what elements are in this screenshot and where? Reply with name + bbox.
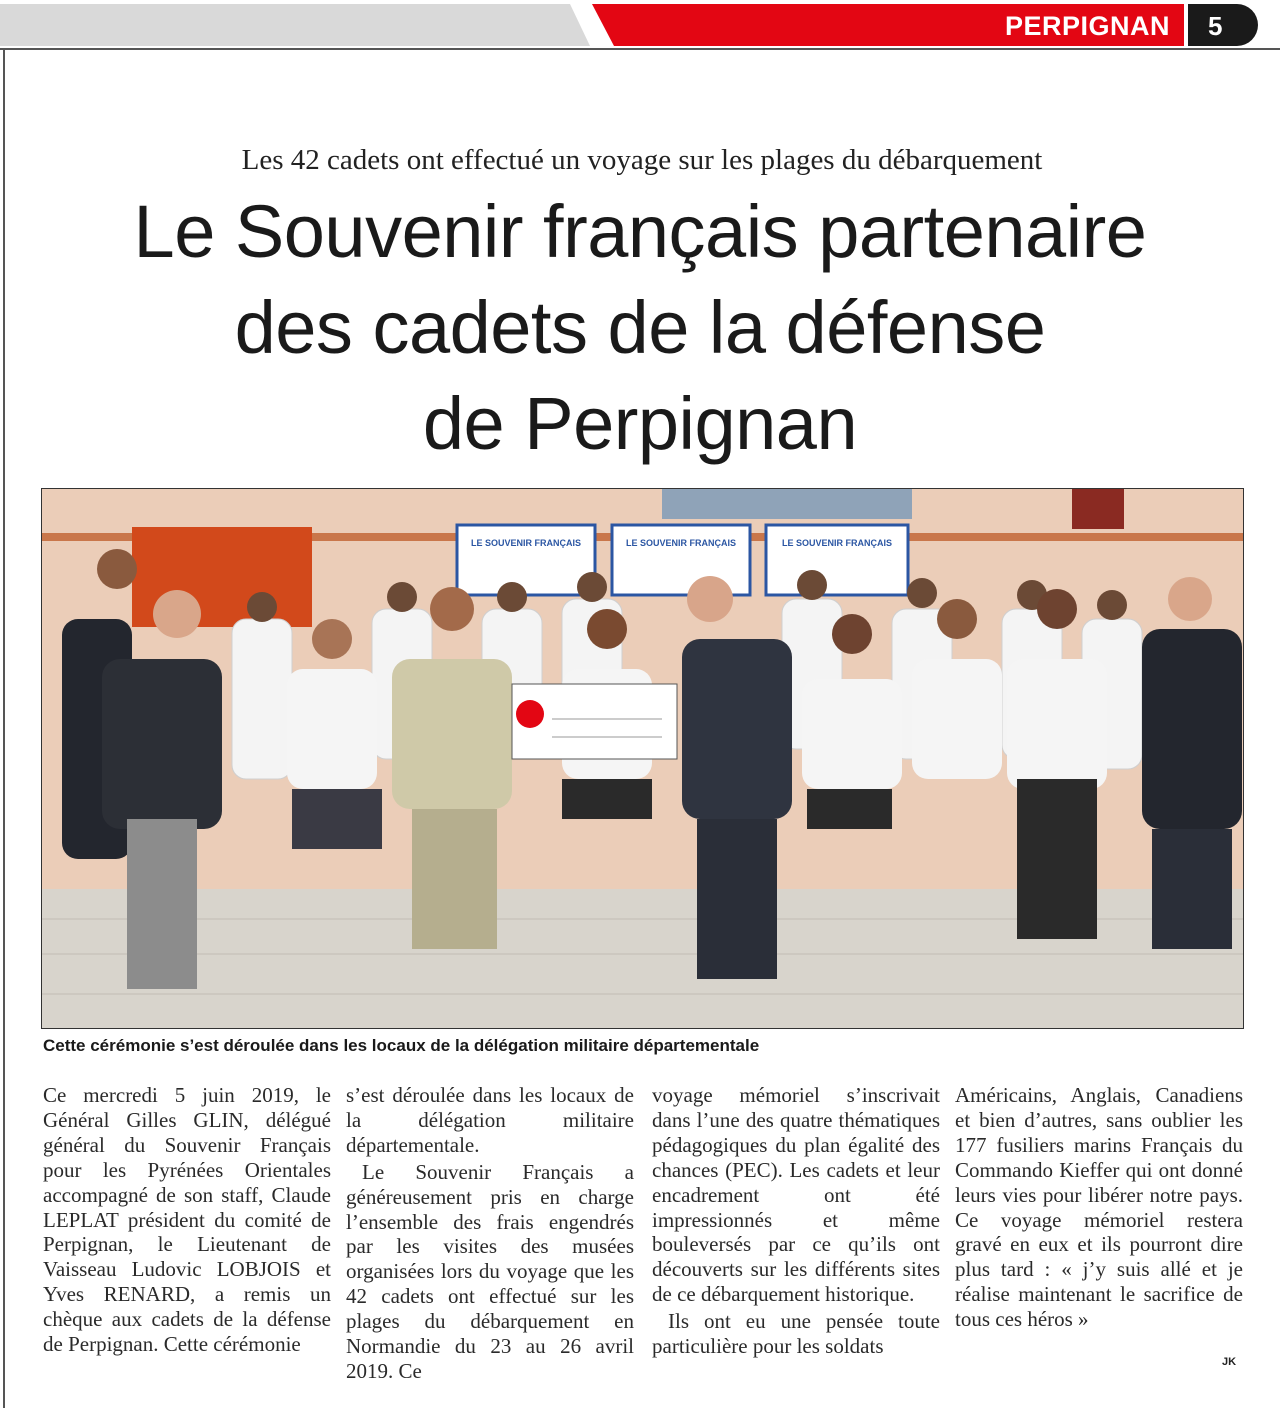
banner-1-title: LE SOUVENIR FRANÇAIS	[470, 538, 582, 548]
headline-line-1: Le Souvenir français partenaire	[133, 190, 1147, 273]
header-gray-band	[0, 4, 590, 46]
author-signature: JK	[1222, 1356, 1237, 1368]
article-kicker: Les 42 cadets ont effectué un voyage sur les plages du débarquement	[241, 144, 1043, 176]
column-4-paragraph-1: Américains, Anglais, Canadiens et bien d’autres, sans oublier les 177 fusiliers marins Français du Commando Kieffer qui ont donné leurs vies pour libérer notre pays. Ce voyage mémoriel restera gravé en eux et ils pourront dire plus tard : « j’y suis allé et je réalise maintenant le sacrifice de tous ces héros »	[955, 1083, 1243, 1332]
section-name: PERPIGNAN	[1004, 11, 1170, 41]
headline-line-3: de Perpignan	[422, 382, 858, 465]
column-1-paragraph-1: Ce mercredi 5 juin 2019, le Général Gilles GLIN, délégué général du Souvenir Français pour les Pyrénées Orientales accompagné de son staff, Claude LEPLAT président du comité de Perpignan, le Lieutenant de Vaisseau Ludovic LOBJOIS et Yves RENARD, a remis un chèque aux cadets de la défense de Perpignan. Cette cérémonie	[43, 1083, 331, 1357]
column-3-paragraph-1: voyage mémoriel s’inscrivait dans l’une des quatre thématiques pédagogiques du plan égalité des chances (PEC). Les cadets et leur encadrement ont été impressionnés et même bouleversés par ce qu’ils ont découverts sur les différents sites de ce débarquement historique.	[652, 1083, 940, 1307]
body-column-3	[652, 1083, 940, 1359]
column-2-paragraph-1: s’est déroulée dans les locaux de la délégation militaire départementale.	[346, 1083, 634, 1157]
cheque	[512, 684, 677, 759]
photo-caption: Cette cérémonie s’est déroulée dans les locaux de la délégation militaire départementale	[43, 1036, 760, 1055]
article-photo	[41, 488, 1244, 1029]
group-photo-illustration	[42, 489, 1244, 1029]
column-2-paragraph-2: Le Souvenir Français a généreusement pris en charge l’ensemble des frais engendrés par les visites des musées organisées lors du voyage que les 42 cadets ont effectué sur les plages du débarquement en Normandie du 23 au 26 avril 2019. Ce	[346, 1159, 634, 1383]
header-rule	[0, 48, 1280, 50]
banner-2-title: LE SOUVENIR FRANÇAIS	[625, 538, 737, 548]
body-column-1	[43, 1083, 331, 1357]
body-column-4	[955, 1083, 1243, 1332]
article-headline	[0, 184, 1280, 472]
banner-group	[457, 525, 908, 595]
page-number: 5	[1188, 4, 1258, 46]
body-column-2	[346, 1083, 634, 1384]
column-3-paragraph-2: Ils ont eu une pensée toute particulière pour les soldats	[652, 1309, 940, 1359]
banner-3-title: LE SOUVENIR FRANÇAIS	[781, 538, 893, 548]
headline-line-2: des cadets de la défense	[234, 286, 1046, 369]
